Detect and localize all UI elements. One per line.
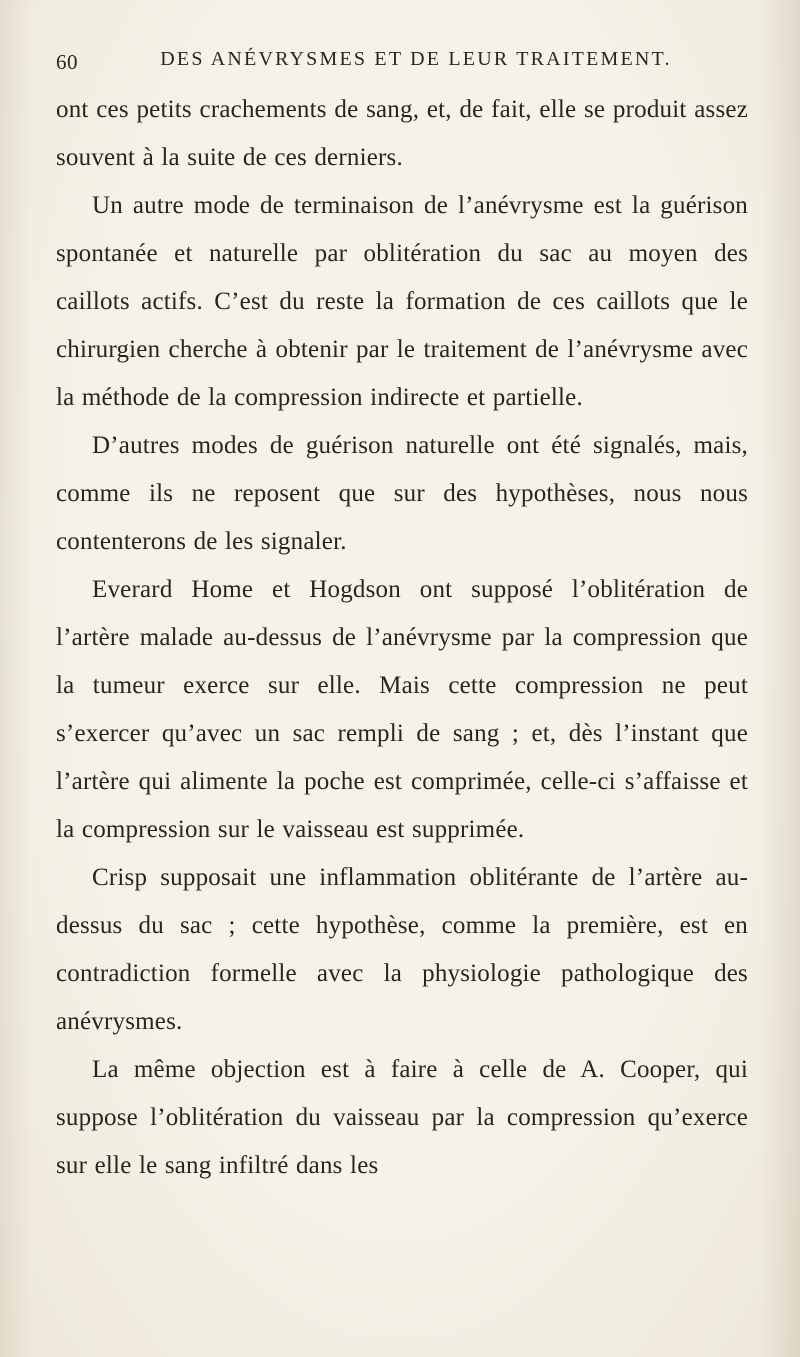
paragraph: Un autre mode de terminaison de l’anévrysme est la guérison spontanée et naturelle par oblitération du sac au moyen des caillots actifs. C’est du reste la formation de ces caillots que le chirurgien cherche à obtenir par le traitement de l’anévrysme avec la méthode de la compression indirecte et partielle. xyxy=(56,192,748,411)
running-title: DES ANÉVRYSMES ET DE LEUR TRAITEMENT. xyxy=(160,48,672,70)
page-header xyxy=(56,48,746,80)
paragraph: D’autres modes de guérison naturelle ont été signalés, mais, comme ils ne reposent que sur des hypothèses, nous nous contenterons de les signaler. xyxy=(56,432,748,555)
paragraph-continuation: ont ces petits crachements de sang, et, de fait, elle se produit assez souvent à la suite de ces derniers. xyxy=(56,96,748,171)
page-number: 60 xyxy=(56,50,78,74)
page-body xyxy=(56,86,748,1190)
paragraph: Everard Home et Hogdson ont supposé l’oblitération de l’artère malade au-dessus de l’anévrysme par la compression que la tumeur exerce sur elle. Mais cette compression ne peut s’exercer qu’avec un sac rempli de sang ; et, dès l’instant que l’artère qui alimente la poche est comprimée, celle-ci s’affaisse et la compression sur le vaisseau est supprimée. xyxy=(56,576,748,843)
paragraph: La même objection est à faire à celle de A. Cooper, qui suppose l’oblitération du vaisseau par la compression qu’exerce sur elle le sang infiltré dans les xyxy=(56,1056,748,1179)
paragraph: Crisp supposait une inflammation oblitérante de l’artère au-dessus du sac ; cette hypothèse, comme la première, est en contradiction formelle avec la physiologie pathologique des anévrysmes. xyxy=(56,864,748,1035)
